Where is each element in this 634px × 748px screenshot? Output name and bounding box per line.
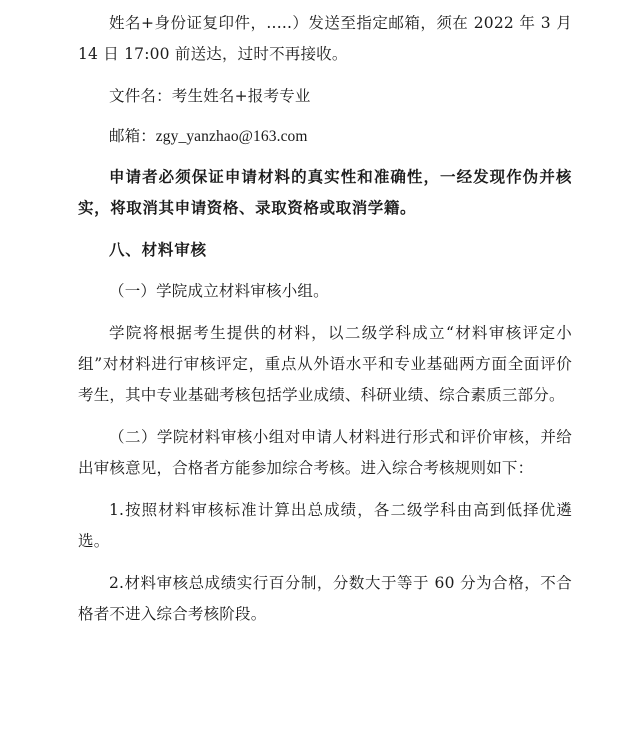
spacer [78,112,572,121]
spacer [78,486,572,495]
paragraph-submission-deadline: 姓名+身份证复印件，.....）发送至指定邮箱，须在 2022 年 3 月 14 日 17:00 前送达，过时不再接收。 [78,14,572,63]
paragraph-authenticity-warning: 申请者必须保证申请材料的真实性和准确性，一经发现作伪并核实，将取消其申请资格、录取资格或取消学籍。 [78,167,572,217]
paragraph-8-1-title: （一）学院成立材料审核小组。 [109,282,329,300]
field-filename: 文件名：考生姓名+报考专业 [109,87,311,105]
spacer [78,413,572,422]
heading-section-eight: 八、材料审核 [109,240,207,259]
field-email: 邮箱：zgy_yanzhao@163.com [109,128,308,145]
spacer [78,72,572,81]
paragraph-8-1-body: 学院将根据考生提供的材料，以二级学科成立“材料审核评定小组”对材料进行审核评定，重点从外语水平和专业基础两方面全面评价考生，其中专业基础考核包括学业成绩、科研业绩、综合素质三部分。 [78,324,572,404]
paragraph-8-2-item-2: 2.材料审核总成绩实行百分制，分数大于等于 60 分为合格，不合格者不进入综合考核阶段。 [78,574,572,623]
spacer [78,225,572,234]
paragraph-8-2-item-1: 1.按照材料审核标准计算出总成绩，各二级学科由高到低择优遴选。 [78,501,572,550]
spacer [78,559,572,568]
spacer [78,267,572,276]
spacer [78,309,572,318]
paragraph-8-2-title: （二）学院材料审核小组对申请人材料进行形式和评价审核，并给出审核意见，合格者方能参加综合考核。进入综合考核规则如下： [78,428,572,477]
spacer [78,152,572,161]
